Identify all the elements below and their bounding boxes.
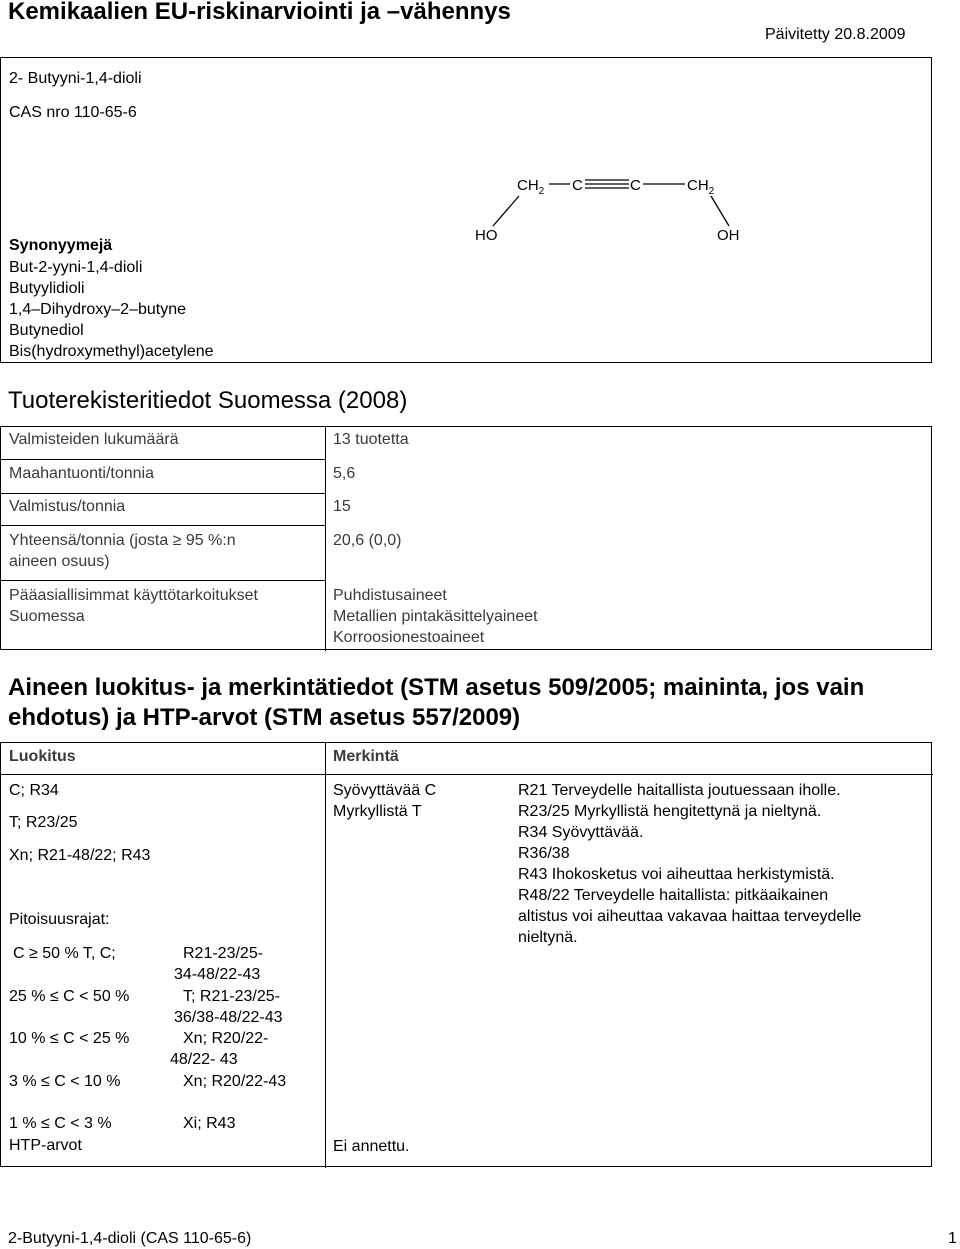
risk-phrases [518,780,861,948]
limit-class: T; R21-23/25- [183,988,280,1005]
limit-class: 34-48/22-43 [174,966,261,983]
class-item: C; R34 [9,782,59,799]
col-header-luokitus: Luokitus [9,748,76,765]
label-item: Syövyttävää C [333,782,437,799]
limits-heading: Pitoisuusrajat: [9,911,110,928]
registry-label-total: Yhteensä/tonnia (josta ≥ 95 %:n aineen osuus) [9,532,236,570]
registry-label-products: Valmisteiden lukumäärä [9,431,179,448]
registry-value-products: 13 tuotetta [333,431,409,448]
registry-value-uses [333,585,538,648]
phrase-item: R36/38 [518,845,570,862]
updated-date: Päivitetty 20.8.2009 [765,26,906,43]
htp-label: HTP-arvot [9,1137,82,1154]
limit-class: Xi; R43 [183,1115,236,1132]
label-item: Myrkyllistä T [333,803,422,820]
synonyms-heading: Synonyymejä [9,237,113,254]
limit-range: 10 % ≤ C < 25 % [9,1030,130,1047]
limit-class: R21-23/25- [183,945,264,962]
synonym-item: Butyylidioli [9,280,85,297]
registry-heading: Tuoterekisteritiedot Suomessa (2008) [8,387,408,414]
synonym-item: 1,4–Dihydroxy–2–butyne [9,301,187,318]
use-item: Puhdistusaineet [333,587,447,604]
limit-range: 1 % ≤ C < 3 % [9,1115,112,1132]
phrase-item: R43 Ihokosketus voi aiheuttaa herkistymistä. [518,866,835,883]
use-item: Metallien pintakäsittelyaineet [333,608,538,625]
synonym-item: But-2-yyni-1,4-dioli [9,259,143,276]
cas-number: CAS nro 110-65-6 [9,104,137,121]
registry-value-manufacture: 15 [333,498,351,515]
synonyms-list [9,257,214,362]
limit-range: 25 % ≤ C < 50 % [9,988,130,1005]
registry-label-manufacture: Valmistus/tonnia [9,498,126,515]
use-item: Korroosionestoaineet [333,629,485,646]
phrase-item: R48/22 Terveydelle haitallista: pitkäaikainen [518,887,829,904]
limit-range: 3 % ≤ C < 10 % [9,1073,121,1090]
synonym-item: Butynediol [9,322,84,339]
col-header-merkinta: Merkintä [333,748,399,765]
substance-name: 2- Butyyni-1,4-dioli [9,70,142,87]
phrase-item: nieltynä. [518,929,578,946]
limit-class: Xn; R20/22-43 [183,1073,287,1090]
label-list [333,780,436,822]
registry-label-import: Maahantuonti/tonnia [9,465,154,482]
carbon-1-label: C [572,177,583,194]
classification-table [0,742,932,1167]
page-number: 1 [948,1230,957,1247]
registry-label-uses: Pääasiallisimmat käyttötarkoitukset Suomessa [9,587,258,625]
ho-label: HO [475,227,498,244]
oh-label: OH [717,227,740,244]
limit-class: 36/38-48/22-43 [174,1009,283,1026]
phrase-item: R34 Syövyttävää. [518,824,644,841]
registry-value-import: 5,6 [333,465,356,482]
phrase-item: altistus voi aiheuttaa vakavaa haittaa terveydelle [518,908,862,925]
class-item: Xn; R21-48/22; R43 [9,847,151,864]
ch2-left-label: $CH_2$ [517,177,545,197]
ch2-right-label: $CH_2$ [687,177,715,197]
limit-range: C ≥ 50 % T, C; [13,945,116,962]
class-item: T; R23/25 [9,814,78,831]
substance-box [0,57,932,363]
footer-label: 2-Butyyni-1,4-dioli (CAS 110-65-6) [8,1230,252,1247]
htp-value: Ei annettu. [333,1138,410,1155]
synonym-item: Bis(hydroxymethyl)acetylene [9,343,214,360]
page-title: Kemikaalien EU-riskinarviointi ja –vähennys [8,0,511,25]
classification-heading: Aineen luokitus- ja merkintätiedot (STM asetus 509/2005; maininta, jos vain ehdotus) ja HTP-arvot (STM asetus 557/2009) [8,674,865,731]
registry-value-total: 20,6 (0,0) [333,532,402,549]
limit-class: Xn; R20/22- [183,1030,269,1047]
limit-class: 48/22- 43 [170,1051,238,1068]
registry-table [0,426,932,650]
phrase-item: R23/25 Myrkyllistä hengitettynä ja nieltynä. [518,803,822,820]
carbon-2-label: C [630,177,641,194]
structural-formula [467,168,757,248]
phrase-item: R21 Terveydelle haitallista joutuessaan iholle. [518,782,841,799]
